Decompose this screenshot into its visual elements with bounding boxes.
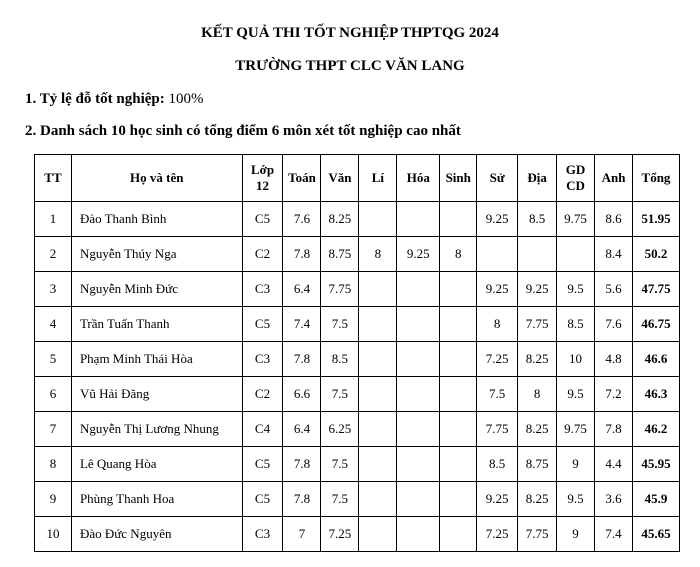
biology-cell: [440, 517, 477, 552]
chemistry-cell: [397, 412, 440, 447]
total-cell: 45.65: [632, 517, 679, 552]
name-cell: Vũ Hải Đăng: [71, 377, 242, 412]
school-name: TRƯỜNG THPT CLC VĂN LANG: [235, 58, 465, 74]
header-col-civics: GD CD: [557, 155, 595, 202]
class-cell: C2: [242, 377, 283, 412]
physics-cell: [359, 272, 397, 307]
math-cell: 7.8: [283, 342, 321, 377]
geography-cell: 8.5: [518, 202, 557, 237]
stt-cell: 1: [35, 202, 72, 237]
physics-cell: [359, 447, 397, 482]
name-cell: Phùng Thanh Hoa: [71, 482, 242, 517]
history-cell: 9.25: [477, 482, 518, 517]
biology-cell: [440, 412, 477, 447]
civics-cell: 9.5: [557, 482, 595, 517]
name-cell: Nguyễn Minh Đức: [71, 272, 242, 307]
header-col-chemistry: Hóa: [397, 155, 440, 202]
history-cell: 7.25: [477, 342, 518, 377]
english-cell: 3.6: [595, 482, 633, 517]
english-cell: 7.6: [595, 307, 633, 342]
chemistry-cell: 9.25: [397, 237, 440, 272]
stt-cell: 2: [35, 237, 72, 272]
header-col-english: Anh: [595, 155, 633, 202]
english-cell: 7.8: [595, 412, 633, 447]
document-title: KẾT QUẢ THI TỐT NGHIỆP THPTQG 2024: [201, 25, 499, 41]
physics-cell: [359, 377, 397, 412]
civics-cell: 9: [557, 447, 595, 482]
civics-cell: 9.75: [557, 202, 595, 237]
geography-cell: 8: [518, 377, 557, 412]
chemistry-cell: [397, 342, 440, 377]
biology-cell: [440, 482, 477, 517]
name-cell: Nguyễn Thúy Nga: [71, 237, 242, 272]
english-cell: 8.4: [595, 237, 633, 272]
chemistry-cell: [397, 272, 440, 307]
civics-cell: 10: [557, 342, 595, 377]
chemistry-cell: [397, 447, 440, 482]
physics-cell: [359, 342, 397, 377]
chemistry-cell: [397, 377, 440, 412]
civics-cell: [557, 237, 595, 272]
history-cell: 8: [477, 307, 518, 342]
chemistry-cell: [397, 202, 440, 237]
total-cell: 46.3: [632, 377, 679, 412]
english-cell: 7.4: [595, 517, 633, 552]
header-col-history: Sử: [477, 155, 518, 202]
table-row: [35, 272, 680, 307]
table-row: [35, 517, 680, 552]
stt-cell: 8: [35, 447, 72, 482]
class-cell: C5: [242, 482, 283, 517]
physics-cell: [359, 482, 397, 517]
name-cell: Lê Quang Hòa: [71, 447, 242, 482]
total-cell: 46.75: [632, 307, 679, 342]
civics-cell: 9: [557, 517, 595, 552]
math-cell: 6.6: [283, 377, 321, 412]
stt-cell: 4: [35, 307, 72, 342]
history-cell: 9.25: [477, 202, 518, 237]
class-cell: C5: [242, 202, 283, 237]
stt-cell: 6: [35, 377, 72, 412]
geography-cell: 8.25: [518, 342, 557, 377]
top-students-heading: 2. Danh sách 10 học sinh có tổng điểm 6 môn xét tốt nghiệp cao nhất: [25, 123, 461, 139]
history-cell: 8.5: [477, 447, 518, 482]
header-col-name: Họ và tên: [71, 155, 242, 202]
header-col-math: Toán: [283, 155, 321, 202]
total-cell: 46.6: [632, 342, 679, 377]
math-cell: 7.8: [283, 237, 321, 272]
geography-cell: 7.75: [518, 307, 557, 342]
physics-cell: [359, 202, 397, 237]
english-cell: 5.6: [595, 272, 633, 307]
literature-cell: 7.75: [321, 272, 359, 307]
table-header-row: [35, 155, 680, 202]
english-cell: 4.8: [595, 342, 633, 377]
table-row: [35, 202, 680, 237]
literature-cell: 8.25: [321, 202, 359, 237]
literature-cell: 7.25: [321, 517, 359, 552]
physics-cell: [359, 307, 397, 342]
literature-cell: 8.75: [321, 237, 359, 272]
stt-cell: 9: [35, 482, 72, 517]
stt-cell: 3: [35, 272, 72, 307]
math-cell: 6.4: [283, 412, 321, 447]
results-table: [34, 154, 680, 552]
header-col-literature: Văn: [321, 155, 359, 202]
history-cell: 7.75: [477, 412, 518, 447]
class-cell: C3: [242, 517, 283, 552]
biology-cell: [440, 342, 477, 377]
geography-cell: 8.75: [518, 447, 557, 482]
stt-cell: 10: [35, 517, 72, 552]
table-row: [35, 307, 680, 342]
total-cell: 45.9: [632, 482, 679, 517]
literature-cell: 7.5: [321, 482, 359, 517]
header-col-geography: Địa: [518, 155, 557, 202]
civics-cell: 9.75: [557, 412, 595, 447]
total-cell: 47.75: [632, 272, 679, 307]
class-cell: C2: [242, 237, 283, 272]
name-cell: Đào Thanh Bình: [71, 202, 242, 237]
biology-cell: [440, 272, 477, 307]
table-row: [35, 482, 680, 517]
english-cell: 8.6: [595, 202, 633, 237]
english-cell: 7.2: [595, 377, 633, 412]
table-row: [35, 342, 680, 377]
math-cell: 7.6: [283, 202, 321, 237]
pass-rate-line: [25, 91, 204, 108]
history-cell: 7.25: [477, 517, 518, 552]
geography-cell: [518, 237, 557, 272]
header-col-class: Lớp 12: [242, 155, 283, 202]
biology-cell: 8: [440, 237, 477, 272]
civics-cell: 9.5: [557, 272, 595, 307]
class-cell: C3: [242, 342, 283, 377]
table-row: [35, 412, 680, 447]
header-col-biology: Sinh: [440, 155, 477, 202]
name-cell: Phạm Minh Thái Hòa: [71, 342, 242, 377]
total-cell: 45.95: [632, 447, 679, 482]
name-cell: Nguyễn Thị Lương Nhung: [71, 412, 242, 447]
pass-rate-value: 100%: [168, 91, 204, 107]
table-row: [35, 237, 680, 272]
header-col-stt: TT: [35, 155, 72, 202]
civics-cell: 9.5: [557, 377, 595, 412]
chemistry-cell: [397, 307, 440, 342]
name-cell: Đào Đức Nguyên: [71, 517, 242, 552]
class-cell: C5: [242, 447, 283, 482]
class-cell: C5: [242, 307, 283, 342]
stt-cell: 5: [35, 342, 72, 377]
class-cell: C4: [242, 412, 283, 447]
math-cell: 7.8: [283, 482, 321, 517]
header-col-physics: Lí: [359, 155, 397, 202]
history-cell: 7.5: [477, 377, 518, 412]
biology-cell: [440, 447, 477, 482]
literature-cell: 7.5: [321, 307, 359, 342]
physics-cell: [359, 412, 397, 447]
math-cell: 7: [283, 517, 321, 552]
table-row: [35, 377, 680, 412]
civics-cell: 8.5: [557, 307, 595, 342]
history-cell: [477, 237, 518, 272]
total-cell: 46.2: [632, 412, 679, 447]
class-cell: C3: [242, 272, 283, 307]
geography-cell: 7.75: [518, 517, 557, 552]
biology-cell: [440, 307, 477, 342]
chemistry-cell: [397, 517, 440, 552]
pass-rate-label: 1. Tỷ lệ đỗ tốt nghiệp:: [25, 91, 165, 107]
biology-cell: [440, 202, 477, 237]
stt-cell: 7: [35, 412, 72, 447]
physics-cell: [359, 517, 397, 552]
chemistry-cell: [397, 482, 440, 517]
total-cell: 51.95: [632, 202, 679, 237]
literature-cell: 6.25: [321, 412, 359, 447]
literature-cell: 8.5: [321, 342, 359, 377]
geography-cell: 8.25: [518, 412, 557, 447]
geography-cell: 8.25: [518, 482, 557, 517]
total-cell: 50.2: [632, 237, 679, 272]
math-cell: 7.4: [283, 307, 321, 342]
literature-cell: 7.5: [321, 447, 359, 482]
header-col-total: Tổng: [632, 155, 679, 202]
physics-cell: 8: [359, 237, 397, 272]
history-cell: 9.25: [477, 272, 518, 307]
table-row: [35, 447, 680, 482]
math-cell: 6.4: [283, 272, 321, 307]
math-cell: 7.8: [283, 447, 321, 482]
literature-cell: 7.5: [321, 377, 359, 412]
biology-cell: [440, 377, 477, 412]
geography-cell: 9.25: [518, 272, 557, 307]
name-cell: Trần Tuấn Thanh: [71, 307, 242, 342]
english-cell: 4.4: [595, 447, 633, 482]
